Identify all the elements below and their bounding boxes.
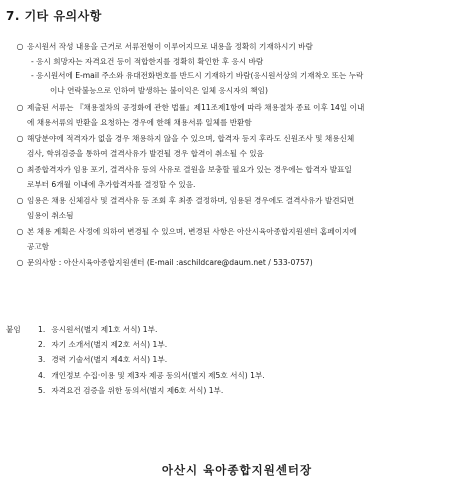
notice-text: 임용은 채용 신체검사 및 결격사유 등 조회 후 최종 결정하며, 임용된 경우에도 결격사유가 발견되면 [27, 196, 355, 205]
notice-text: 본 채용 계획은 사정에 의하여 변경될 수 있으며, 변경된 사항은 아산시육아종합지원센터 홈페이지에 [27, 227, 357, 236]
notice-item-appointment [14, 194, 466, 223]
section-title: 7. 기타 유의사항 [6, 9, 102, 23]
sub-item [14, 55, 466, 70]
notice-text-continued: 에 채용서류의 반환을 요청하는 경우에 한해 채용서류 일체를 반환함 [27, 117, 252, 127]
attachment-heading: 붙임 [6, 325, 21, 334]
sub-item [14, 69, 466, 98]
circle-bullet-icon: ○ [16, 258, 24, 267]
notice-item-disqualification [14, 132, 466, 161]
notice-text: 최종합격자가 임용 포기, 결격사유 등의 사유로 결원을 보충할 필요가 있는 경우에는 합격자 발표일 [27, 165, 352, 174]
notice-item-plan-change [14, 225, 466, 254]
attachment-item: 1. 응시원서(별지 제1호 서식) 1부. [38, 325, 158, 334]
sub-text: - 응시원서에 E-mail 주소와 유대전화번호를 반드시 기재하기 바람(응시원서상의 기재착오 또는 누락 [31, 71, 364, 80]
notice-text: 해당분야에 적격자가 없을 경우 채용하지 않을 수 있으며, 합격자 등지 후라도 신원조사 및 채용신체 [27, 134, 355, 143]
notice-text-continued: 임용이 취소됨 [27, 210, 74, 220]
notice-text: 응시원서 작성 내용을 근거로 서류전형이 이루어지므로 내용을 정확히 기재하시기 바람 [27, 42, 313, 51]
attachment-item: 3. 경력 기술서(별지 제4호 서식) 1부. [38, 355, 168, 365]
notice-item-application [14, 40, 466, 98]
circle-bullet-icon: ○ [16, 42, 24, 51]
sub-text-continued: 이나 연락불능으로 인하여 발생하는 불이익은 일체 응시자의 책임) [50, 85, 268, 95]
circle-bullet-icon: ○ [16, 165, 24, 174]
notice-list [14, 40, 466, 271]
circle-bullet-icon: ○ [16, 227, 24, 236]
notice-text-continued: 로부터 6개월 이내에 추가합격자를 결정할 수 있음. [27, 179, 196, 189]
sub-text: - 응시 희망자는 자격요건 등이 적합한지를 정확히 확인한 후 응시 바람 [31, 56, 264, 66]
circle-bullet-icon: ○ [16, 134, 24, 143]
notice-text-continued: 공고함 [27, 241, 50, 251]
notice-text-continued: 검사, 학위검증을 통하여 결격사유가 발견될 경우 합격이 취소될 수 있음 [27, 148, 264, 158]
contact-text: 문의사항 : 아산시육아종합지원센터 (E-mail :aschildcare@daum.net / 533-0757) [27, 258, 313, 267]
attachment-item: 5. 자격요건 검증을 위한 동의서(별지 제6호 서식) 1부. [38, 385, 224, 395]
notice-item-document-return [14, 101, 466, 130]
issuer-signature: 아산시 육아종합지원센터장 [161, 463, 313, 477]
attachment-item: 2. 자기 소개서(별지 제2호 서식) 1부. [38, 340, 168, 350]
circle-bullet-icon: ○ [16, 103, 24, 112]
circle-bullet-icon: ○ [16, 196, 24, 205]
notice-item-contact [14, 256, 466, 271]
notice-item-additional-hire [14, 163, 466, 192]
notice-text: 제출된 서류는 『채용절차의 공정화에 관한 법률』제11조제1항에 따라 채용절차 종료 이후 14일 이내 [27, 103, 365, 112]
attachment-item: 4. 개인정보 수집·이용 및 제3자 제공 동의서(별지 제5호 서식) 1부. [38, 370, 265, 380]
